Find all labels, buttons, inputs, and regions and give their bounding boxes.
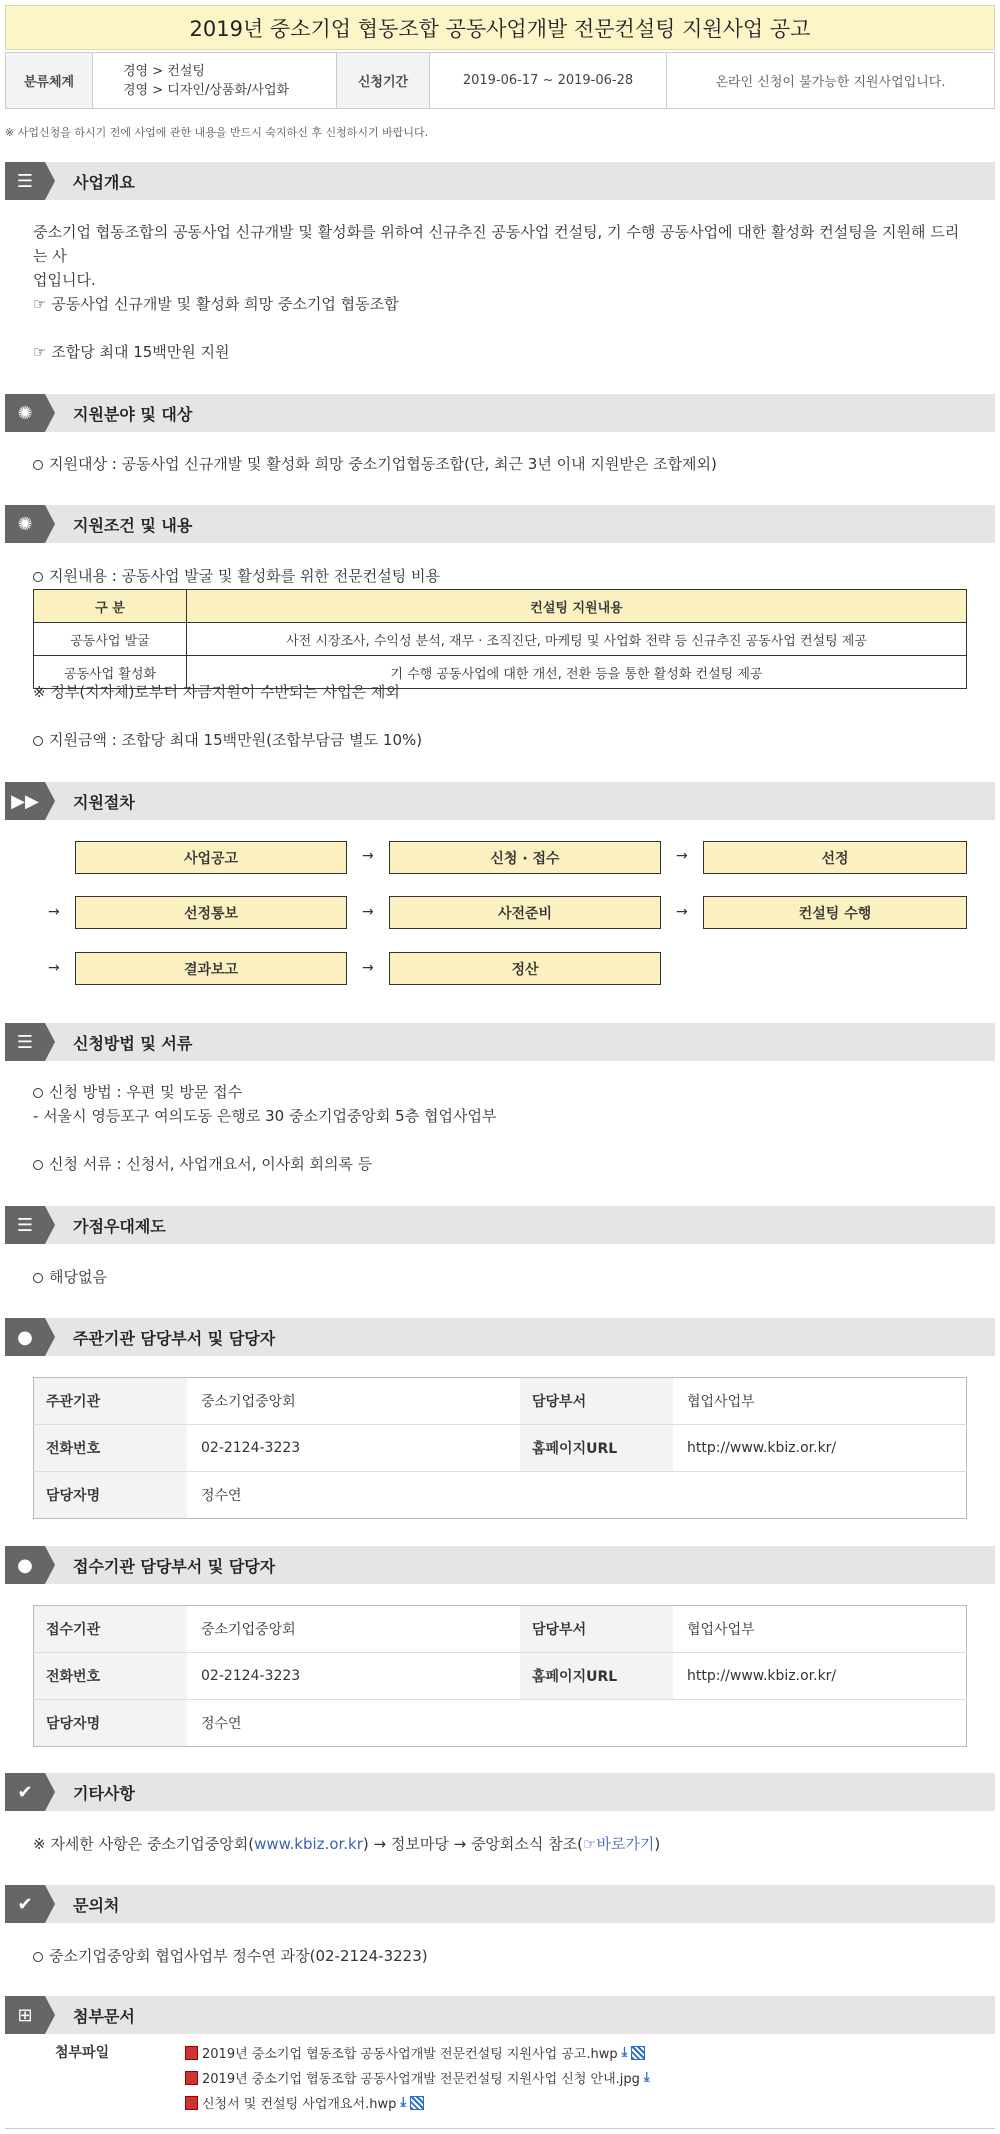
- category-list: [93, 53, 337, 108]
- attachment-link[interactable]: 신청서 및 컨설팅 사업개요서.hwp: [202, 2097, 397, 2112]
- attach-label: 첨부파일: [55, 2045, 110, 2061]
- org-label: 접수기관: [34, 1606, 188, 1653]
- section-procedure: [5, 782, 995, 820]
- contact-text: [33, 1944, 428, 1968]
- section-host: [5, 1318, 995, 1356]
- tel-value: 02-2124-3223: [187, 1653, 520, 1700]
- table-row: [34, 623, 967, 656]
- period-label: 신청기간: [337, 53, 430, 108]
- section-title: 신청방법 및 서류: [73, 1033, 193, 1053]
- image-file-icon: [185, 2071, 198, 2085]
- conditions-amount: [33, 728, 422, 752]
- attachment-item: [185, 2043, 645, 2062]
- tel-label: 전화번호: [34, 1653, 188, 1700]
- person-icon: ●: [5, 1318, 45, 1356]
- table-header: 구 분: [34, 590, 187, 623]
- person-value: 정수연: [201, 1716, 242, 1732]
- download-icon[interactable]: ⤓: [400, 2095, 407, 2110]
- bullet-circle-icon: [33, 736, 43, 746]
- dept-value: 협업사업부: [673, 1378, 967, 1425]
- hwp-file-icon: [185, 2046, 198, 2060]
- dept-label: 담당부서: [520, 1378, 673, 1425]
- receipt-contact-table: [33, 1605, 967, 1747]
- section-contact: [5, 1885, 995, 1923]
- document-icon: ☰: [5, 1023, 45, 1061]
- category-item: 경영 > 디자인/상품화/사업화: [123, 82, 290, 98]
- attachment-item: [185, 2068, 650, 2087]
- section-title: 사업개요: [73, 172, 135, 192]
- url-label: 홈페이지URL: [520, 1425, 673, 1472]
- arrow-icon: →: [48, 904, 60, 920]
- section-title: 접수기관 담당부서 및 담당자: [73, 1556, 276, 1576]
- preview-icon[interactable]: [631, 2046, 645, 2060]
- docs-value: 신청 서류 : 신청서, 사업개요서, 이사회 회의록 등: [49, 1155, 373, 1173]
- download-icon[interactable]: ⤓: [643, 2070, 650, 2085]
- bullet-circle-icon: [33, 1273, 43, 1283]
- bonus-text: [33, 1265, 107, 1289]
- document-icon: ☰: [5, 1206, 45, 1244]
- person-label: 담당자명: [34, 1472, 188, 1519]
- etc-suffix: ): [654, 1835, 661, 1853]
- section-title: 첨부문서: [73, 2006, 135, 2026]
- procedure-step: 정산: [389, 952, 661, 985]
- loading-dots-icon: ✺: [5, 505, 45, 543]
- etc-middle: ) → 정보마당 → 중앙회소식 참조(: [362, 1835, 583, 1853]
- section-title: 기타사항: [73, 1783, 135, 1803]
- conditions-text: [33, 564, 440, 588]
- arrow-icon: →: [676, 904, 688, 920]
- procedure-step: 사전준비: [389, 896, 661, 929]
- contact-value: 중소기업중앙회 협업사업부 정수연 과장(02-2124-3223): [49, 1947, 428, 1965]
- section-bonus: [5, 1206, 995, 1244]
- bullet-circle-icon: [33, 1952, 43, 1962]
- section-title: 주관기관 담당부서 및 담당자: [73, 1328, 276, 1348]
- org-value: 중소기업중앙회: [187, 1378, 520, 1425]
- section-method: [5, 1023, 995, 1061]
- table-row: [34, 1472, 967, 1519]
- procedure-step: 선정통보: [75, 896, 347, 929]
- table-row: [34, 1425, 967, 1472]
- hwp-file-icon: [185, 2096, 198, 2110]
- section-receipt: [5, 1546, 995, 1584]
- online-status: 온라인 신청이 불가능한 지원사업입니다.: [715, 75, 946, 90]
- table-cell: 공동사업 발굴: [34, 623, 187, 656]
- table-header-row: [34, 590, 967, 623]
- overview-paragraph-cont: 업입니다.: [33, 271, 96, 289]
- category-label: 분류체계: [6, 53, 93, 108]
- org-label: 주관기관: [34, 1378, 188, 1425]
- arrow-icon: →: [48, 960, 60, 976]
- loading-dots-icon: ✺: [5, 394, 45, 432]
- bullet-circle-icon: [33, 460, 43, 470]
- section-title: 가점우대제도: [73, 1216, 166, 1236]
- procedure-step: 결과보고: [75, 952, 347, 985]
- target-text: [33, 452, 717, 476]
- procedure-step: 사업공고: [75, 841, 347, 874]
- section-title: 문의처: [73, 1895, 120, 1915]
- overview-bullet: ☞ 공동사업 신규개발 및 활성화 희망 중소기업 협동조합: [33, 295, 399, 313]
- url-label: 홈페이지URL: [520, 1653, 673, 1700]
- section-title: 지원분야 및 대상: [73, 404, 193, 424]
- table-cell: 공동사업 활성화: [34, 656, 187, 689]
- period-value: 2019-06-17 ~ 2019-06-28: [430, 53, 667, 108]
- section-title: 지원조건 및 내용: [73, 515, 193, 535]
- person-icon: ●: [5, 1546, 45, 1584]
- section-overview: [5, 162, 995, 200]
- method-text: [33, 1080, 242, 1104]
- bullet-circle-icon: [33, 1160, 43, 1170]
- table-row: [34, 1653, 967, 1700]
- attachment-link[interactable]: 2019년 중소기업 협동조합 공동사업개발 전문컨설팅 지원사업 공고.hwp: [202, 2047, 618, 2062]
- fast-forward-icon: ▶▶: [5, 782, 45, 820]
- conditions-table: [33, 589, 967, 689]
- table-row: [34, 1378, 967, 1425]
- arrow-icon: →: [362, 848, 374, 864]
- etc-text: [33, 1832, 660, 1856]
- host-contact-table: [33, 1377, 967, 1519]
- table-cell: 사전 시장조사, 수익성 분석, 재무 · 조직진단, 마케팅 및 사업화 전략 등 신규추진 공동사업 컨설팅 제공: [187, 623, 967, 656]
- table-cell: 기 수행 공동사업에 대한 개선, 전환 등을 통한 활성화 컨설팅 제공: [187, 656, 967, 689]
- section-target: [5, 394, 995, 432]
- kbiz-link[interactable]: www.kbiz.or.kr: [254, 1835, 363, 1853]
- bullet-circle-icon: [33, 572, 43, 582]
- info-row: [5, 52, 995, 109]
- dept-value: 협업사업부: [673, 1606, 967, 1653]
- page-title: 2019년 중소기업 협동조합 공동사업개발 전문컨설팅 지원사업 공고: [5, 5, 995, 50]
- overview-text: [33, 220, 968, 292]
- url-link[interactable]: http://www.kbiz.or.kr/: [673, 1653, 967, 1700]
- check-icon: ✔: [5, 1773, 45, 1811]
- section-etc: [5, 1773, 995, 1811]
- category-item: 경영 > 컨설팅: [123, 63, 205, 79]
- section-attach: [5, 1996, 995, 2034]
- url-link[interactable]: http://www.kbiz.or.kr/: [673, 1425, 967, 1472]
- person-label: 담당자명: [34, 1700, 188, 1747]
- etc-prefix: ※ 자세한 사항은 중소기업중앙회(: [33, 1835, 255, 1853]
- table-header: 컨설팅 지원내용: [187, 590, 967, 623]
- download-icon[interactable]: ⤓: [621, 2045, 628, 2060]
- notice-text: ※ 사업신청을 하시기 전에 사업에 관한 내용을 반드시 숙지하신 후 신청하시기 바랍니다.: [5, 126, 429, 139]
- divider: [5, 2128, 995, 2129]
- arrow-icon: →: [676, 848, 688, 864]
- method-value: 신청 방법 : 우편 및 방문 접수: [49, 1083, 243, 1101]
- method-docs: [33, 1152, 372, 1176]
- plus-document-icon: ⊞: [5, 1996, 45, 2034]
- check-icon: ✔: [5, 1885, 45, 1923]
- method-address: - 서울시 영등포구 여의도동 은행로 30 중소기업중앙회 5층 협업사업부: [33, 1107, 497, 1125]
- overview-bullet: ☞ 조합당 최대 15백만원 지원: [33, 343, 230, 361]
- document-icon: ☰: [5, 162, 45, 200]
- org-value: 중소기업중앙회: [187, 1606, 520, 1653]
- conditions-note: ※ 정부(지자체)로부터 자금지원이 수반되는 사업은 제외: [33, 683, 400, 701]
- arrow-icon: →: [362, 960, 374, 976]
- conditions-value: 지원내용 : 공동사업 발굴 및 활성화를 위한 전문컨설팅 비용: [49, 567, 440, 585]
- tel-value: 02-2124-3223: [187, 1425, 520, 1472]
- bullet-circle-icon: [33, 1088, 43, 1098]
- bonus-value: 해당없음: [49, 1268, 107, 1286]
- attachment-link[interactable]: 2019년 중소기업 협동조합 공동사업개발 전문컨설팅 지원사업 신청 안내.jpg: [202, 2072, 640, 2087]
- procedure-step: 선정: [703, 841, 967, 874]
- preview-icon[interactable]: [410, 2096, 424, 2110]
- attachment-item: [185, 2093, 424, 2112]
- shortcut-link[interactable]: ☞바로가기: [583, 1835, 655, 1853]
- table-row: [34, 1606, 967, 1653]
- target-value: 지원대상 : 공동사업 신규개발 및 활성화 희망 중소기업협동조합(단, 최근 3년 이내 지원받은 조합제외): [49, 455, 717, 473]
- section-conditions: [5, 505, 995, 543]
- procedure-step: 신청 · 접수: [389, 841, 661, 874]
- amount-value: 지원금액 : 조합당 최대 15백만원(조합부담금 별도 10%): [49, 731, 423, 749]
- procedure-step: 컨설팅 수행: [703, 896, 967, 929]
- tel-label: 전화번호: [34, 1425, 188, 1472]
- overview-paragraph: 중소기업 협동조합의 공동사업 신규개발 및 활성화를 위하여 신규추진 공동사업 컨설팅, 기 수행 공동사업에 대한 활성화 컨설팅을 지원해 드리는 사: [33, 223, 960, 265]
- dept-label: 담당부서: [520, 1606, 673, 1653]
- person-value: 정수연: [201, 1488, 242, 1504]
- section-title: 지원절차: [73, 792, 135, 812]
- table-row: [34, 1700, 967, 1747]
- arrow-icon: →: [362, 904, 374, 920]
